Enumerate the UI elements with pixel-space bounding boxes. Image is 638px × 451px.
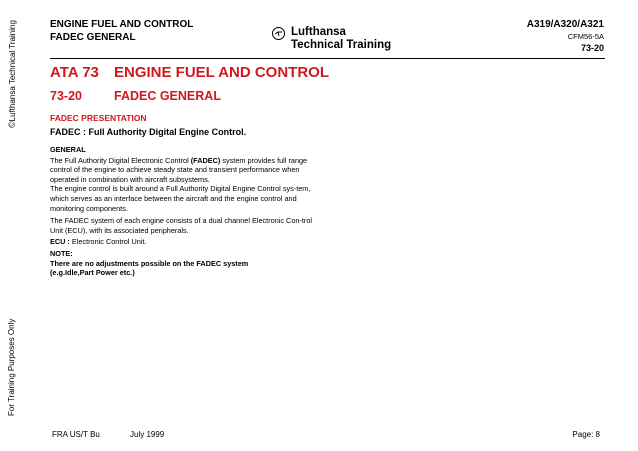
ata-code: ATA 73 <box>50 64 99 81</box>
subtitle: FADEC : Full Authority Digital Engine Control. <box>50 127 247 137</box>
chapter-code: 73-20 <box>580 43 604 53</box>
section-title: FADEC GENERAL <box>114 89 221 103</box>
ecu-definition <box>50 237 315 247</box>
section-heading <box>50 89 221 103</box>
paragraph-3: The FADEC system of each engine consists of a dual channel Electronic Con-trol Unit (ECU), with its associated peripherals. <box>50 216 313 235</box>
training-purposes-side-text: For Training Purposes Only <box>7 318 16 416</box>
logo-line1: Lufthansa <box>291 26 346 38</box>
paragraph-1-end: system provides full range control of the engine to achieve steady state and transient performance when operated in combination with aircraft subsystems. <box>50 155 308 184</box>
copyright-side-text <box>7 20 17 128</box>
header-rule <box>50 58 605 59</box>
paragraph-2: The engine control is built around a Full Authority Digital Engine Control sys-tem, which serves as an interface between the aircraft and the engine control and monitoring components. <box>50 184 311 213</box>
general-heading: GENERAL <box>50 145 86 154</box>
header-title <box>50 18 193 44</box>
footer-date: July 1999 <box>130 430 165 439</box>
paragraph-1-start: The Full Authority Digital Electronic Control <box>50 155 191 165</box>
header-title-line2: FADEC GENERAL <box>50 32 136 43</box>
note-heading: NOTE: <box>50 248 73 258</box>
aircraft-types: A319/A320/A321 <box>526 19 604 30</box>
presentation-heading: FADEC PRESENTATION <box>50 113 147 123</box>
paragraph-1 <box>50 156 315 185</box>
copyright-symbol: © <box>7 121 17 128</box>
ata-title: ENGINE FUEL AND CONTROL <box>114 64 330 81</box>
section-code: 73-20 <box>50 89 82 103</box>
copyright-owner: Lufthansa Technical Training <box>8 20 17 122</box>
crane-logo-icon <box>272 27 285 40</box>
note-text: There are no adjustments possible on the FADEC system (e.g.Idle,Part Power etc.) <box>50 258 249 278</box>
lufthansa-logo <box>272 26 391 52</box>
fadec-abbrev: (FADEC) <box>190 155 221 165</box>
footer-page: Page: 8 <box>572 430 600 439</box>
ata-heading <box>50 64 329 81</box>
engine-type: CFM56-5A <box>567 32 604 41</box>
ecu-text: Electronic Control Unit. <box>69 237 147 247</box>
document-body <box>50 145 315 278</box>
header-right <box>527 18 604 54</box>
header-title-line1: ENGINE FUEL AND CONTROL <box>50 19 194 30</box>
ecu-label: ECU : <box>50 237 70 247</box>
footer-department: FRA US/T Bu <box>52 430 100 439</box>
logo-line2: Technical Training <box>291 39 392 51</box>
